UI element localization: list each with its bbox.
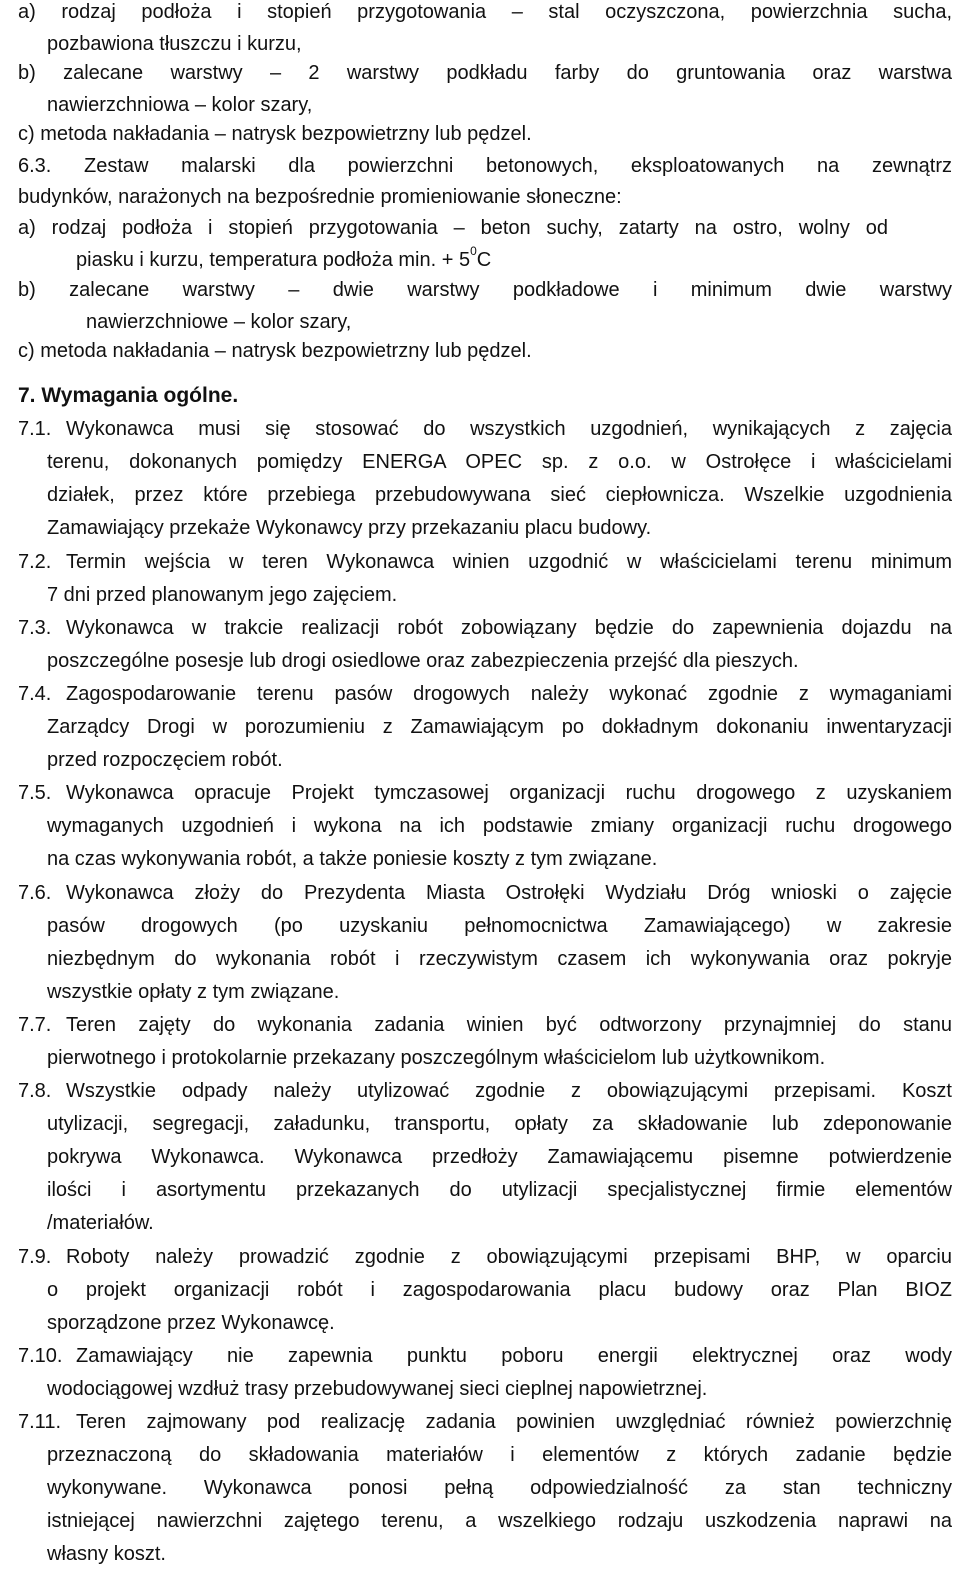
item-text-line: Teren zajmowany pod realizację zadania powinien uwzględniać również powierzchnię — [76, 1411, 952, 1433]
item-text-line: Termin wejścia w teren Wykonawca winien uzgodnić w właścicielami terenu minimum — [66, 551, 952, 573]
item-text-line: Wykonawca w trakcie realizacji robót zobowiązany będzie do zapewnienia dojazdu na — [66, 617, 952, 639]
paragraph-6-3-line1: 6.3. Zestaw malarski dla powierzchni betonowych, eksploatowanych na zewnątrz — [18, 155, 952, 177]
item-text-line: Teren zajęty do wykonania zadania winien być odtworzony przynajmniej do stanu — [66, 1014, 952, 1036]
item-text-line: sporządzone przez Wykonawcę. — [47, 1312, 335, 1334]
degree-superscript: 0 — [470, 244, 477, 259]
item-text-line: 7 dni przed planowanym jego zajęciem. — [47, 584, 398, 606]
item-number: 7.6. — [18, 882, 52, 904]
item-number: 7.9. — [18, 1246, 52, 1268]
item-text-line: wszystkie opłaty z tym związane. — [47, 981, 340, 1003]
item-text-line: poszczególne posesje lub drogi osiedlowe oraz zabezpieczenia przejść dla pieszych. — [47, 650, 799, 672]
item-text-line: pasów drogowych (po uzyskaniu pełnomocnictwa Zamawiającego) w zakresie — [47, 915, 952, 937]
item-text-line: Zagospodarowanie terenu pasów drogowych należy wykonać zgodnie z wymaganiami — [66, 683, 952, 705]
item-text-line: istniejącej nawierzchni zajętego terenu, a wszelkiego rodzaju uszkodzenia naprawi na — [47, 1510, 952, 1532]
item-text-line: wymaganych uzgodnień i wykona na ich podstawie zmiany organizacji ruchu drogowego — [47, 815, 952, 837]
item-text-line: o projekt organizacji robót i zagospodarowania placu budowy oraz Plan BIOZ — [47, 1279, 952, 1301]
item-text-line: Roboty należy prowadzić zgodnie z obowiązującymi przepisami BHP, w oparciu — [66, 1246, 952, 1268]
item-text-line: Wykonawca opracuje Projekt tymczasowej organizacji ruchu drogowego z uzyskaniem — [66, 782, 952, 804]
item-text-line: Zamawiający przekaże Wykonawcy przy przekazaniu placu budowy. — [47, 517, 652, 539]
item-a-concrete-line1: a) rodzaj podłoża i stopień przygotowania – beton suchy, zatarty na ostro, wolny od — [18, 217, 888, 239]
paragraph-6-3-line2: budynków, narażonych na bezpośrednie promieniowanie słoneczne: — [18, 186, 622, 208]
item-b-steel-line1: b) zalecane warstwy – 2 warstwy podkładu farby do gruntowania oraz warstwa — [18, 62, 952, 84]
item-text-line: działek, przez które przebiega przebudowywana sieć ciepłownicza. Wszelkie uzgodnienia — [47, 484, 952, 506]
item-text-line: własny koszt. — [47, 1543, 166, 1565]
item-text-line: na czas wykonywania robót, a także poniesie koszty z tym związane. — [47, 848, 658, 870]
item-text-line: wykonywane. Wykonawca ponosi pełną odpowiedzialność za stan techniczny — [47, 1477, 952, 1499]
item-number: 7.2. — [18, 551, 52, 573]
item-c-steel: c) metoda nakładania – natrysk bezpowietrzny lub pędzel. — [18, 123, 532, 145]
item-text-line: wodociągowej wzdłuż trasy przebudowywanej sieci cieplnej napowietrznej. — [47, 1378, 708, 1400]
item-a-steel-line1: a) rodzaj podłoża i stopień przygotowania – stal oczyszczona, powierzchnia sucha, — [18, 1, 952, 23]
item-text-line: Wykonawca musi się stosować do wszystkich uzgodnień, wynikających z zajęcia — [66, 418, 952, 440]
item-number: 7.3. — [18, 617, 52, 639]
item-number: 7.11. — [18, 1411, 61, 1433]
item-text-line: przed rozpoczęciem robót. — [47, 749, 283, 771]
item-c-concrete: c) metoda nakładania – natrysk bezpowietrzny lub pędzel. — [18, 340, 532, 362]
item-text-line: Wykonawca złoży do Prezydenta Miasta Ostrołęki Wydziału Dróg wnioski o zajęcie — [66, 882, 952, 904]
item-text-line: ilości i asortymentu przekazanych do utylizacji specjalistycznej firmie elementów — [47, 1179, 952, 1201]
item-b-concrete-line2: nawierzchniowe – kolor szary, — [86, 311, 352, 333]
item-number: 7.10. — [18, 1345, 63, 1367]
section-7-heading: 7. Wymagania ogólne. — [18, 384, 239, 407]
item-number: 7.8. — [18, 1080, 52, 1102]
item-number: 7.5. — [18, 782, 52, 804]
item-text-line: Zamawiający nie zapewnia punktu poboru energii elektrycznej oraz wody — [76, 1345, 952, 1367]
item-text-line: Zarządcy Drogi w porozumieniu z Zamawiającym po dokładnym dokonaniu inwentaryzacji — [47, 716, 952, 738]
item-text-line: niezbędnym do wykonania robót i rzeczywistym czasem ich wykonywania oraz pokryje — [47, 948, 952, 970]
item-number: 7.1. — [18, 418, 52, 440]
item-text-line: terenu, dokonanych pomiędzy ENERGA OPEC sp. z o.o. w Ostrołęce i właścicielami — [47, 451, 952, 473]
item-text-line: /materiałów. — [47, 1212, 154, 1234]
item-text-line: Wszystkie odpady należy utylizować zgodnie z obowiązującymi przepisami. Koszt — [66, 1080, 952, 1102]
item-text-line: utylizacji, segregacji, załadunku, transportu, opłaty za składowanie lub zdeponowanie — [47, 1113, 952, 1135]
item-a-concrete-line2: piasku i kurzu, temperatura podłoża min. + $5^0C$ — [76, 244, 492, 271]
item-number: 7.7. — [18, 1014, 52, 1036]
item-number: 7.4. — [18, 683, 52, 705]
item-b-concrete-line1: b) zalecane warstwy – dwie warstwy podkładowe i minimum dwie warstwy — [18, 279, 952, 301]
item-b-steel-line2: nawierzchniowa – kolor szary, — [47, 94, 313, 116]
item-text-line: przeznaczoną do składowania materiałów i elementów z których zadanie będzie — [47, 1444, 952, 1466]
item-text-line: pierwotnego i protokolarnie przekazany poszczególnym właścicielom lub użytkownikom. — [47, 1047, 826, 1069]
item-a-steel-line2: pozbawiona tłuszczu i kurzu, — [47, 33, 302, 55]
item-text-line: pokrywa Wykonawca. Wykonawca przedłoży Zamawiającemu pisemne potwierdzenie — [47, 1146, 952, 1168]
